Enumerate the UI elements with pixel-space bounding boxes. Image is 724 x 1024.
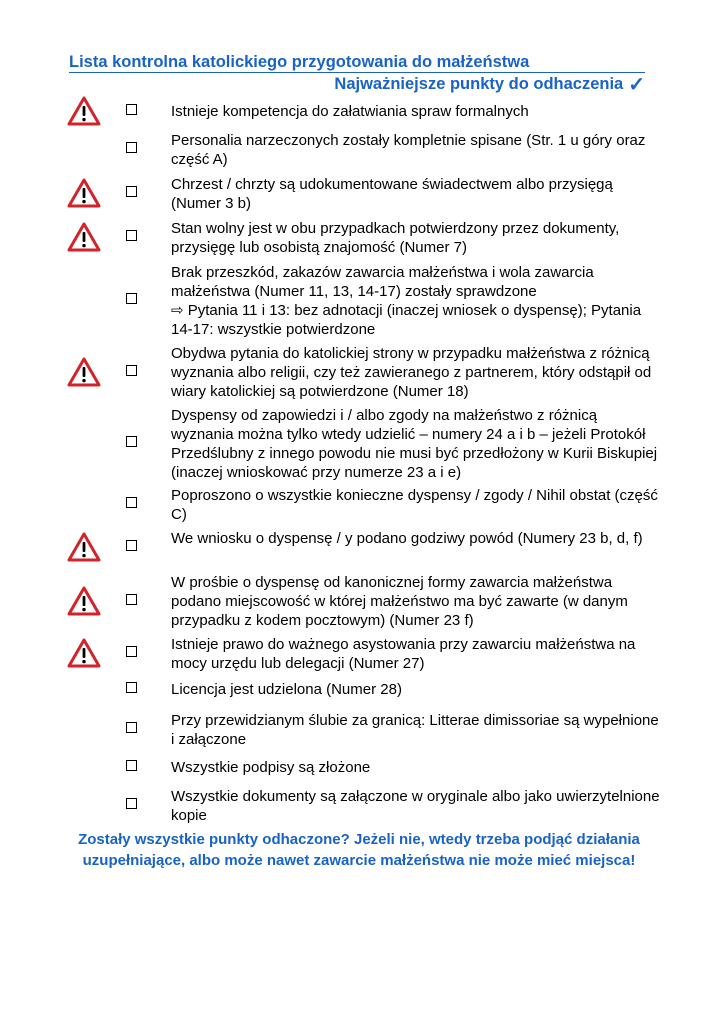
checkbox[interactable] — [126, 104, 137, 115]
item-text: Poproszono o wszystkie konieczne dyspensy / zgody / Nihil obstat (część C) — [171, 487, 658, 523]
item-text: Brak przeszkód, zakazów zawarcia małżeństwa i wola zawarcia małżeństwa (Numer 11, 13, 14-17) zostały sprawdzone — [171, 264, 594, 300]
page-title: Lista kontrolna katolickiego przygotowania do małżeństwa — [69, 53, 530, 71]
checkbox[interactable] — [126, 594, 137, 605]
checklist-item-text — [171, 680, 661, 699]
checklist-item-text — [171, 758, 661, 777]
checkbox[interactable] — [126, 230, 137, 241]
checkmark-icon: ✓ — [628, 73, 645, 96]
checklist-item-text — [171, 529, 661, 548]
checkbox[interactable] — [126, 186, 137, 197]
item-text: Istnieje kompetencja do załatwiania spraw formalnych — [171, 103, 529, 120]
warning-triangle-icon — [67, 178, 101, 208]
item-text: Wszystkie podpisy są złożone — [171, 759, 371, 776]
subtitle-text: Najważniejsze punkty do odhaczenia — [334, 75, 624, 93]
arrow-right-icon: ⇨ — [171, 302, 188, 319]
item-text: Chrzest / chrzty są udokumentowane świadectwem albo przysięgą (Numer 3 b) — [171, 176, 613, 212]
item-text: W prośbie o dyspensę od kanonicznej formy zawarcia małżeństwa podano miejscowość w której małżeństwo ma być zawarte (w danym przypadku z kodem pocztowym) (Numer 23 f) — [171, 574, 628, 629]
item-text: Obydwa pytania do katolickiej strony w przypadku małżeństwa z różnicą wyznania albo religii, czy też zawieranego z partnerem, który odstąpił od wiary katolickiej są potwierdzone (Numer 18) — [171, 345, 652, 400]
checklist-item-text — [171, 344, 661, 401]
checkbox[interactable] — [126, 436, 137, 447]
checkbox[interactable] — [126, 293, 137, 304]
checklist-item-text — [171, 711, 661, 749]
checkbox[interactable] — [126, 142, 137, 153]
item-text: Przy przewidzianym ślubie za granicą: Litterae dimissoriae są wypełnione i załączone — [171, 712, 659, 748]
checklist-item-text — [171, 635, 661, 673]
checklist-item-text — [171, 787, 661, 825]
page-subtitle — [334, 75, 645, 94]
item-text: Wszystkie dokumenty są załączone w oryginale albo jako uwierzytelnione kopie — [171, 788, 660, 824]
item-text: Licencja jest udzielona (Numer 28) — [171, 681, 402, 698]
item-subtext: Pytania 11 i 13: bez adnotacji (inaczej wniosek o dyspensę); Pytania 14-17: wszystkie potwierdzone — [171, 302, 642, 338]
warning-triangle-icon — [67, 357, 101, 387]
warning-triangle-icon — [67, 96, 101, 126]
warning-triangle-icon — [67, 532, 101, 562]
checklist-item-text — [171, 102, 661, 121]
checkbox[interactable] — [126, 540, 137, 551]
checkbox[interactable] — [126, 798, 137, 809]
checklist-item-text — [171, 175, 661, 213]
checkbox[interactable] — [126, 365, 137, 376]
checkbox[interactable] — [126, 760, 137, 771]
item-text: Dyspensy od zapowiedzi i / albo zgody na małżeństwo z różnicą wyznania można tylko wtedy udzielić – numery 24 a i b – jeżeli Protokół Przedślubny z innego powodu nie musi być przedłożony w Kurii Biskupiej (inaczej wnioskować przy numerze 23 a i e) — [171, 407, 658, 481]
checklist-item-text — [171, 573, 661, 630]
item-text: We wniosku o dyspensę / y podano godziwy powód (Numery 23 b, d, f) — [171, 530, 643, 547]
checkbox[interactable] — [126, 497, 137, 508]
checkbox[interactable] — [126, 722, 137, 733]
item-text: Stan wolny jest w obu przypadkach potwierdzony przez dokumenty, przysięgę lub osobistą znajomość (Numer 7) — [171, 220, 620, 256]
checklist-item-text — [171, 406, 661, 482]
footer-note: Zostały wszystkie punkty odhaczone? Jeżeli nie, wtedy trzeba podjąć działania uzupełniające, albo może nawet zawarcie małżeństwa nie może mieć miejsca! — [78, 831, 640, 869]
checkbox[interactable] — [126, 646, 137, 657]
warning-triangle-icon — [67, 586, 101, 616]
checkbox[interactable] — [126, 682, 137, 693]
checklist-item-text — [171, 263, 661, 339]
warning-triangle-icon — [67, 638, 101, 668]
checklist-item-text — [171, 219, 661, 257]
warning-triangle-icon — [67, 222, 101, 252]
checklist-item-text — [171, 131, 661, 169]
checklist-item-text — [171, 486, 661, 524]
title-divider — [69, 72, 645, 73]
item-text: Personalia narzeczonych zostały kompletnie spisane (Str. 1 u góry oraz część A) — [171, 132, 646, 168]
item-text: Istnieje prawo do ważnego asystowania przy zawarciu małżeństwa na mocy urzędu lub delegacji (Numer 27) — [171, 636, 636, 672]
